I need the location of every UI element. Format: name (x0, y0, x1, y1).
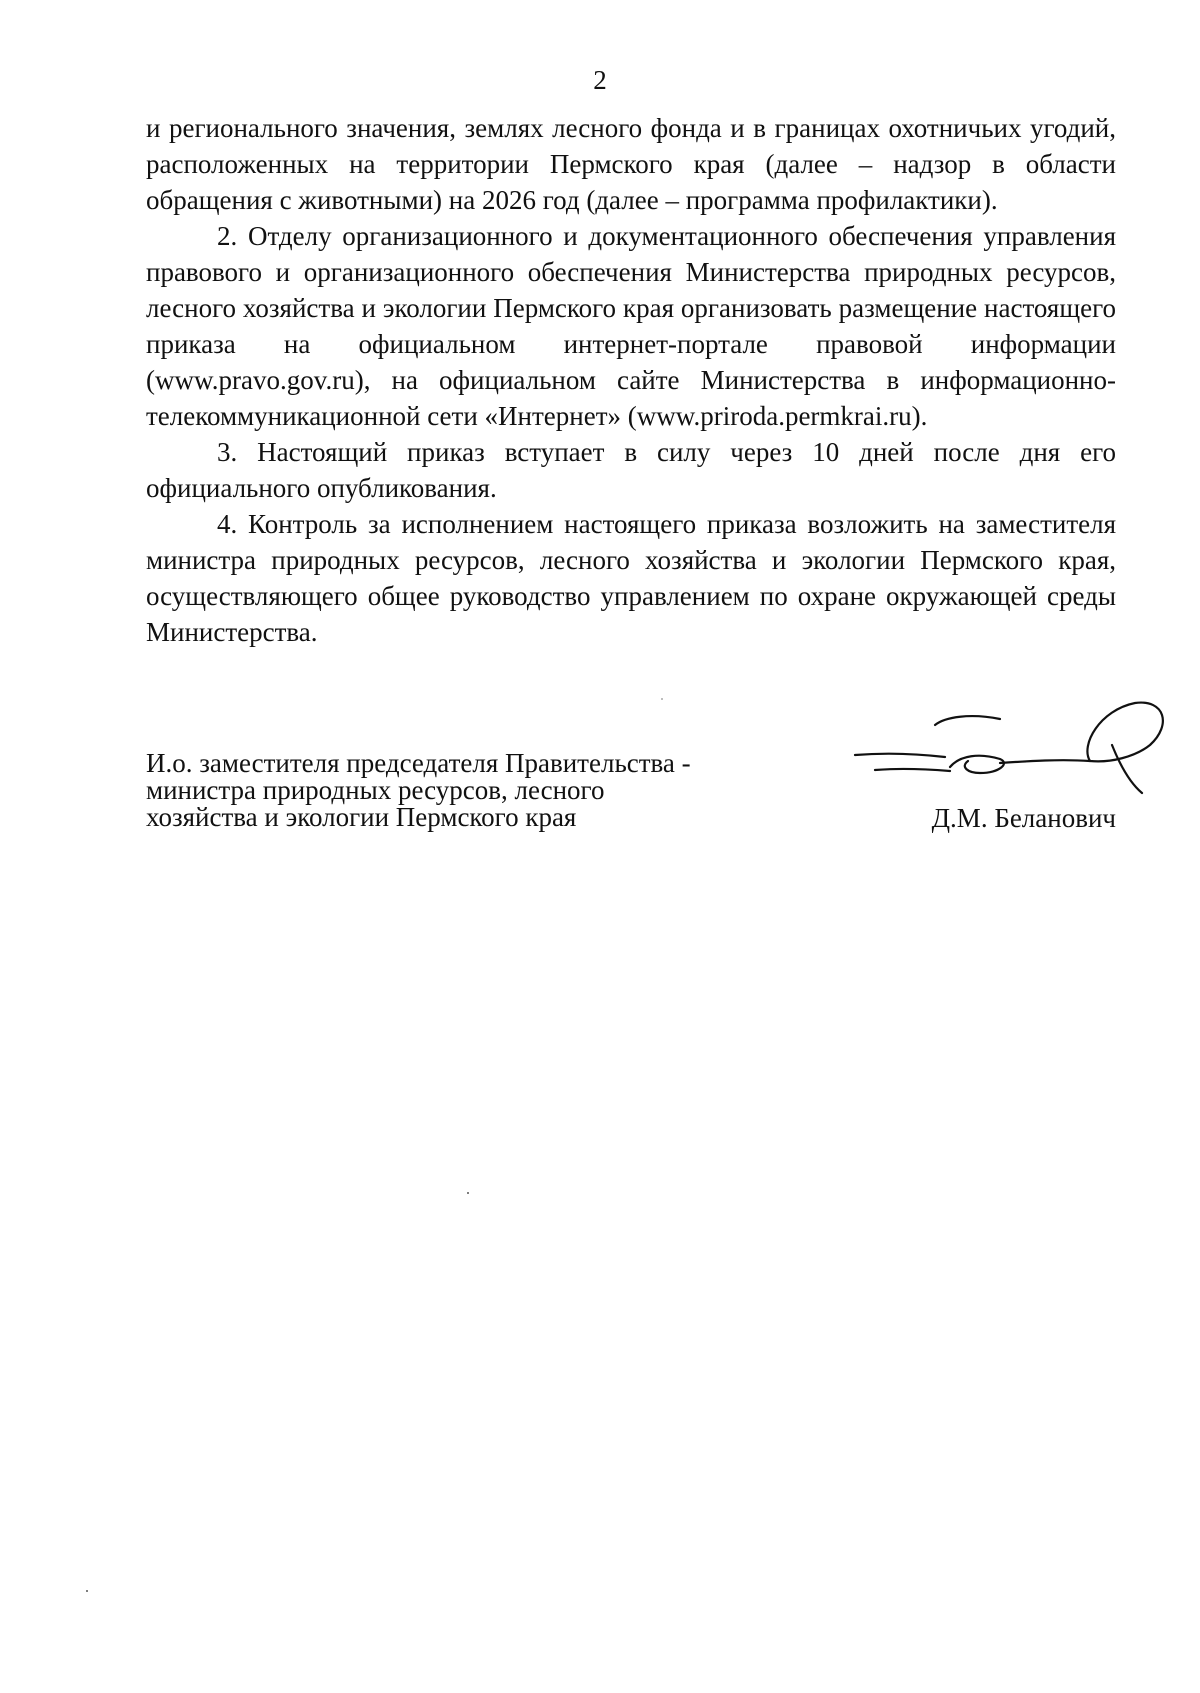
signatory-title-line: хозяйства и экологии Пермского края (146, 802, 577, 832)
paragraph-continuation: и регионального значения, землях лесного фонда и в границах охотничьих угодий, расположенных на территории Пермского края (далее – надзор в области обращения с животными) на 2026 год (далее – программа профилактики). (146, 113, 1116, 215)
signatory-title-line: И.о. заместителя председателя Правительства - (146, 748, 691, 778)
page-number: 2 (593, 65, 607, 95)
scan-speck (661, 698, 663, 700)
scan-speck (467, 1192, 469, 1194)
signer-name: Д.М. Беланович (931, 803, 1116, 833)
signatory-title (146, 750, 746, 831)
signature-icon (850, 695, 1180, 805)
paragraph-item-3: 3. Настоящий приказ вступает в силу через 10 дней после дня его официального опубликования. (146, 437, 1116, 503)
scan-speck (86, 1590, 88, 1592)
signatory-title-line: министра природных ресурсов, лесного (146, 775, 605, 805)
paragraph-item-4: 4. Контроль за исполнением настоящего приказа возложить на заместителя министра природных ресурсов, лесного хозяйства и экологии Пермского края, осуществляющего общее руководство управлением по охране окружающей среды Министерства. (146, 509, 1116, 647)
document-body (146, 110, 1116, 650)
paragraph-item-2: 2. Отделу организационного и документационного обеспечения управления правового и организационного обеспечения Министерства природных ресурсов, лесного хозяйства и экологии Пермского края организовать размещение настоящего приказа на официальном интернет-портале правовой информации (www.pravo.gov.ru), на официальном сайте Министерства в информационно-телекоммуникационной сети «Интернет» (www.priroda.permkrai.ru). (146, 221, 1116, 431)
